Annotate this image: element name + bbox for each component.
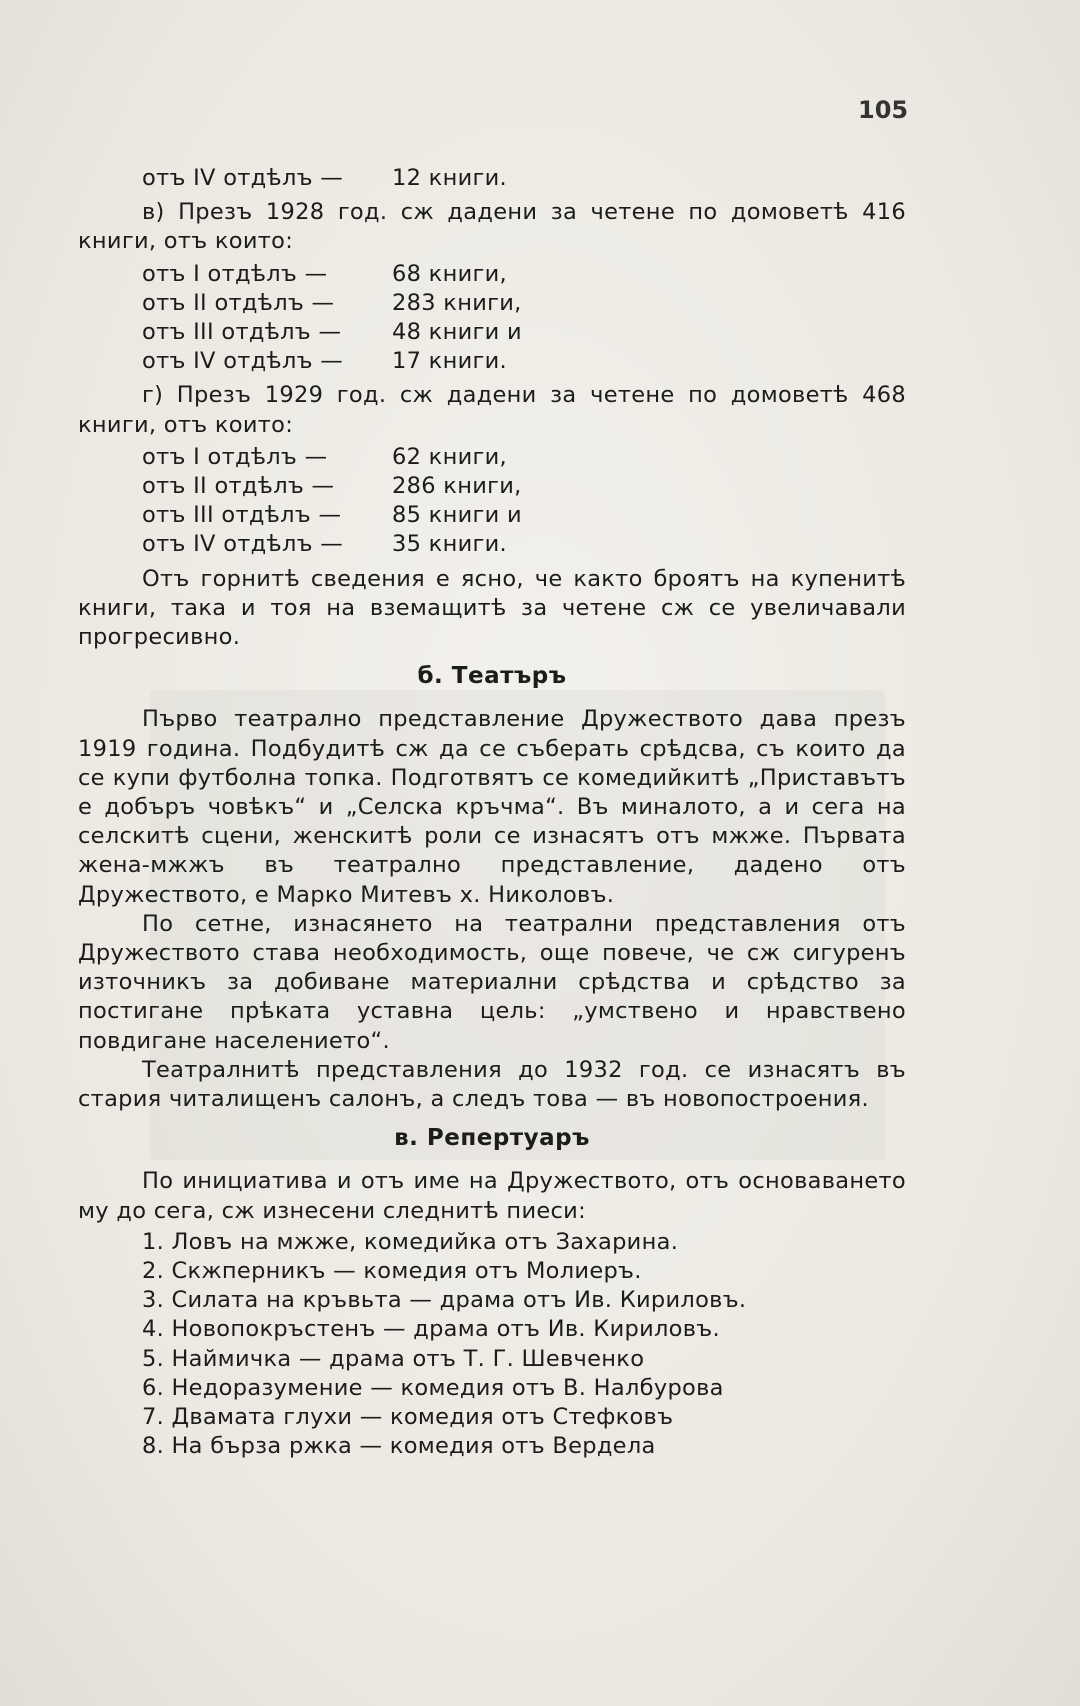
list-1928: [142, 260, 906, 377]
list-item: [142, 260, 906, 289]
play-number: 2.: [142, 1257, 165, 1284]
list-unit: отъ III отдѣлъ —: [142, 318, 342, 345]
list-item: [142, 347, 906, 376]
list-item: [142, 1403, 906, 1432]
list-unit: отъ II отдѣлъ —: [142, 289, 335, 316]
list-unit: отъ I отдѣлъ —: [142, 443, 328, 470]
section-heading-repertoire: в. Репертуаръ: [394, 1125, 590, 1152]
list-item: [142, 1345, 906, 1374]
paragraph-1929: г) Презъ 1929 год. сж дадени за четене по домоветѣ 468 книги, отъ които:: [78, 382, 906, 438]
paragraph-summary: Отъ горнитѣ сведения е ясно, че както броятъ на купенитѣ книги, така и тоя на вземащитѣ за четене сж се увеличавали прогресивно.: [78, 565, 906, 650]
paragraph-repertoire: По инициатива и отъ име на Дружеството, отъ основаването му до сега, сж изнесени следнитѣ пиеси:: [78, 1168, 906, 1224]
list-1929: [142, 443, 906, 560]
list-item: [142, 472, 906, 501]
play-number: 1.: [142, 1228, 165, 1255]
list-unit: отъ IV отдѣлъ —: [142, 348, 344, 375]
list-item: [142, 1374, 906, 1403]
list-item: [142, 164, 906, 193]
play-number: 5.: [142, 1345, 165, 1372]
list-count: 17 книги.: [392, 348, 508, 375]
play-title: Новопокръстенъ — драма отъ Ив. Кириловъ.: [171, 1316, 720, 1343]
list-count: 286 книги,: [392, 472, 522, 499]
play-title: Двамата глухи — комедия отъ Стефковъ: [171, 1403, 674, 1430]
play-title: Недоразумение — комедия отъ В. Налбурова: [171, 1374, 724, 1401]
play-title: Ловъ на мжже, комедийка отъ Захарина.: [171, 1228, 679, 1255]
list-item: [142, 1432, 906, 1461]
list-unit: отъ III отдѣлъ —: [142, 502, 342, 529]
list-item: [142, 1228, 906, 1257]
play-number: 8.: [142, 1433, 165, 1460]
section-heading-theatre: б. Театъръ: [417, 663, 567, 690]
paragraph-theatre-3: Театралнитѣ представления до 1932 год. се изнасятъ въ стария читалищенъ салонъ, а следъ това — въ новопостроения.: [78, 1056, 906, 1112]
list-unit: отъ IV отдѣлъ —: [142, 531, 344, 558]
list-count: 35 книги.: [392, 531, 508, 558]
play-title: Скжперникъ — комедия отъ Молиеръ.: [171, 1257, 642, 1284]
list-item: [142, 1286, 906, 1315]
play-number: 3.: [142, 1287, 165, 1314]
list-unit: отъ IV отдѣлъ —: [142, 165, 344, 191]
list-item: [142, 318, 906, 347]
list-count: 12 книги.: [392, 165, 508, 191]
list-count: 62 книги,: [392, 443, 508, 470]
paragraph-theatre-2: По сетне, изнасянето на театрални представления отъ Дружеството става необходимость, още повече, че сж сигуренъ източникъ за добиване материални срѣдства и срѣдство за постигане прѣката уставна цель: „умствено и нравствено повдигане населението“.: [78, 910, 906, 1054]
list-item: [142, 530, 906, 559]
play-number: 7.: [142, 1403, 165, 1430]
plays-list: [142, 1228, 906, 1462]
page-number: 105: [858, 96, 909, 124]
list-item: [142, 443, 906, 472]
list-item: [142, 289, 906, 318]
paragraph-1928: в) Презъ 1928 год. сж дадени за четене по домоветѣ 416 книги, отъ които:: [78, 199, 906, 255]
list-unit: отъ II отдѣлъ —: [142, 472, 335, 499]
list-item: [142, 1315, 906, 1344]
play-title: На бърза ржка — комедия отъ Вердела: [171, 1433, 656, 1460]
list-1928-tail: [142, 164, 906, 193]
play-title: Силата на кръвьта — драма отъ Ив. Кириловъ.: [171, 1287, 747, 1314]
list-unit: отъ I отдѣлъ —: [142, 260, 328, 287]
list-count: 68 книги,: [392, 260, 508, 287]
play-title: Наймичка — драма отъ Т. Г. Шевченко: [171, 1345, 645, 1372]
list-item: [142, 501, 906, 530]
list-count: 48 книги и: [392, 318, 522, 345]
list-item: [142, 1257, 906, 1286]
list-count: 283 книги,: [392, 289, 522, 316]
play-number: 6.: [142, 1374, 165, 1401]
play-number: 4.: [142, 1316, 165, 1343]
list-count: 85 книги и: [392, 502, 522, 529]
paragraph-theatre-1: Първо театрално представление Дружеството дава презъ 1919 година. Подбудитѣ сж да се съберать срѣдсва, съ които да се купи футболна топка. Подготвятъ се комедийкитѣ „Приставътъ е добъръ човѣкъ“ и „Селска кръчма“. Въ миналото, а и сега на селскитѣ сцени, женскитѣ роли се изнасятъ отъ мжже. Първата жена-мжжъ въ театрално представление, дадено отъ Дружеството, е Марко Митевъ х. Николовъ.: [78, 706, 906, 908]
page-content: [78, 164, 906, 1461]
